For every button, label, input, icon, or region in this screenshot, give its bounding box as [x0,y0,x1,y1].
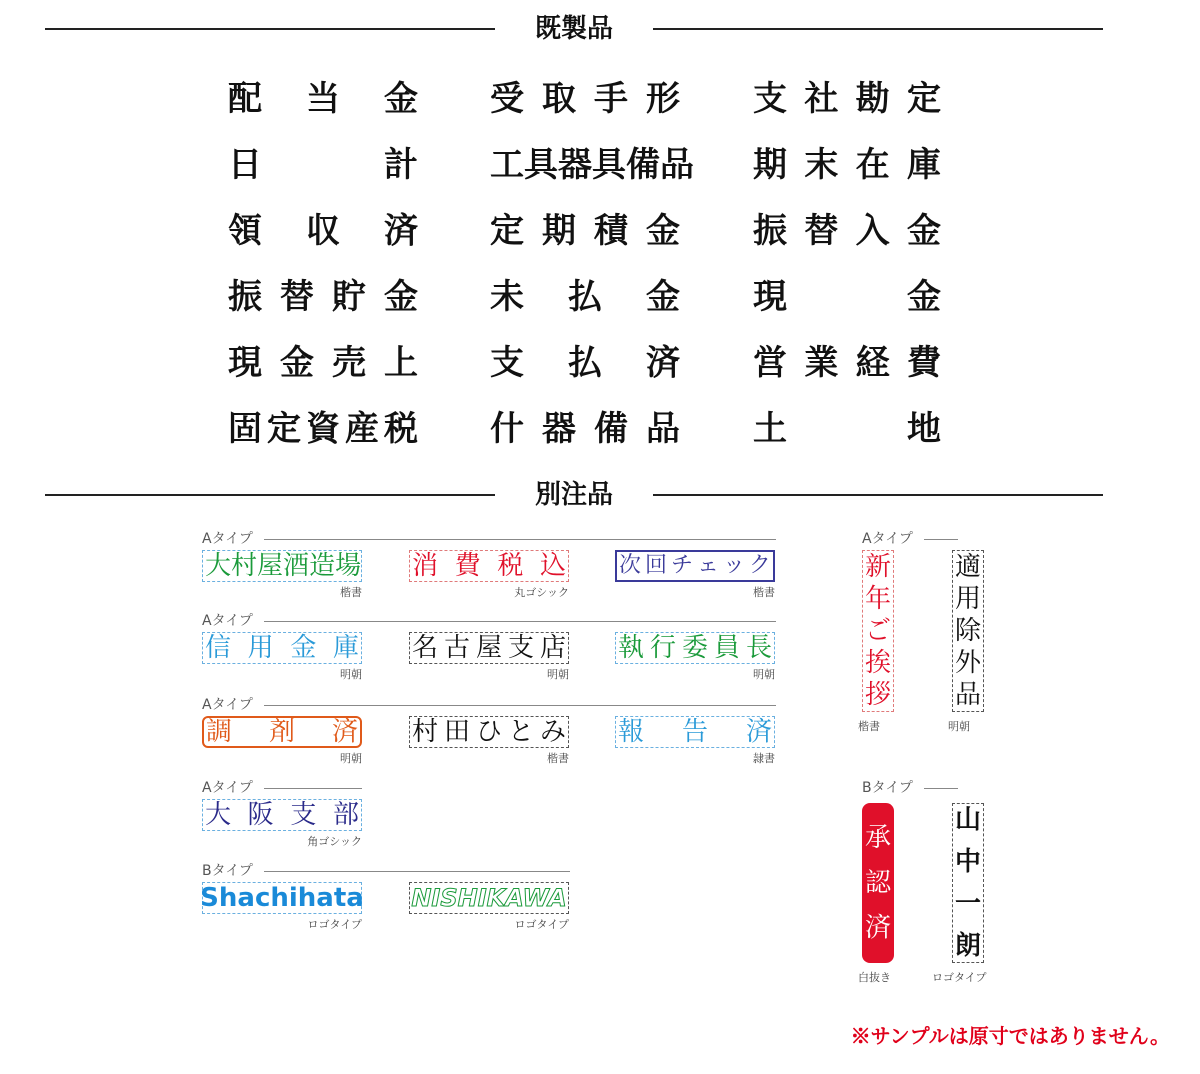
stock-item: 未 払 金 [490,277,680,317]
stock-item: 什 器 備 品 [490,409,680,449]
stock-row [228,338,948,404]
font-label: ロゴタイプ [307,918,362,931]
vertical-stamp-sample: 承 認 済 [862,803,894,963]
stock-item: 振 替 貯 金 [228,277,418,317]
stock-row [228,140,948,206]
font-label: 丸ゴシック [514,586,569,599]
divider-line [653,28,1103,30]
font-label: 明朝 [340,668,362,681]
stock-item: 配 当 金 [228,79,418,119]
section-header-custom [45,470,1103,510]
section-header-stock [45,4,1103,44]
stamp-sample: 信 用 金 庫 [202,632,362,664]
stamp-sample: 大 村 屋 酒 造 場 [202,550,362,582]
stamp-sample: 調 剤 済 [202,716,362,748]
font-label: 楷書 [753,586,775,599]
font-label: 明朝 [753,668,775,681]
stock-item: 土 地 [753,409,941,449]
stock-item: 定 期 積 金 [490,211,680,251]
type-line [924,539,958,540]
type-label: Bタイプ [862,780,913,796]
vertical-stamp-sample: 山 中 一 朗 [952,803,984,963]
stock-item: 受 取 手 形 [490,79,680,119]
stock-item: 現 金 [753,277,941,317]
font-label: 角ゴシック [307,835,362,848]
stamp-sample: 執 行 委 員 長 [615,632,775,664]
stock-item: 支 社 勘 定 [753,79,941,119]
section-title: 別注品 [534,480,613,510]
stock-item: 現 金 売 上 [228,343,418,383]
font-label: 明朝 [340,752,362,765]
type-line [264,788,362,789]
vertical-stamp-sample: 適 用 除 外 品 [952,550,984,712]
stock-item: 期 末 在 庫 [753,145,941,185]
type-label: Aタイプ [862,531,913,547]
font-label: 楷書 [340,586,362,599]
stamp-sample [202,882,362,914]
stock-row [228,74,948,140]
font-label: ロゴタイプ [932,971,987,984]
stamp-sample: 報 告 済 [615,716,775,748]
type-line [264,871,570,872]
type-line [264,705,776,706]
type-line [924,788,958,789]
stamp-text: Shachihata [200,883,364,913]
font-label: 隷書 [753,752,775,765]
font-label: 明朝 [547,668,569,681]
divider-line [653,494,1103,496]
section-title: 既製品 [534,14,613,44]
font-label: 明朝 [948,720,970,733]
divider-line [45,494,495,496]
stock-item: 振 替 入 金 [753,211,941,251]
type-label: Bタイプ [202,863,253,879]
type-label: Aタイプ [202,613,253,629]
stock-item: 日 計 [228,145,418,185]
stock-item: 固 定 資 産 税 [228,409,418,449]
stamp-sample: 村 田 ひ と み [409,716,569,748]
vertical-stamp-sample: 新 年 ご 挨 拶 [862,550,894,712]
stamp-text: NISHIKAWA [411,884,567,912]
font-label: ロゴタイプ [514,918,569,931]
type-label: Aタイプ [202,531,253,547]
stock-item: 工 具 器 具 備 品 [490,145,694,185]
divider-line [45,28,495,30]
stamp-sample [409,882,569,914]
type-line [264,621,776,622]
type-label: Aタイプ [202,697,253,713]
stock-grid [228,74,948,470]
stock-row [228,206,948,272]
sample-note: ※サンプルは原寸ではありません。 [850,1024,1170,1048]
stamp-sample: 消 費 税 込 [409,550,569,582]
font-label: 楷書 [547,752,569,765]
font-label: 楷書 [858,720,880,733]
stamp-sample: 大 阪 支 部 [202,799,362,831]
font-label: 白抜き [858,971,891,984]
stamp-sample: 名 古 屋 支 店 [409,632,569,664]
type-label: Aタイプ [202,780,253,796]
stock-item: 営 業 経 費 [753,343,941,383]
stock-row [228,272,948,338]
stock-item: 領 収 済 [228,211,418,251]
stock-item: 支 払 済 [490,343,680,383]
stamp-sample: 次 回 チ ェ ッ ク [615,550,775,582]
type-line [264,539,776,540]
stock-row [228,404,948,470]
